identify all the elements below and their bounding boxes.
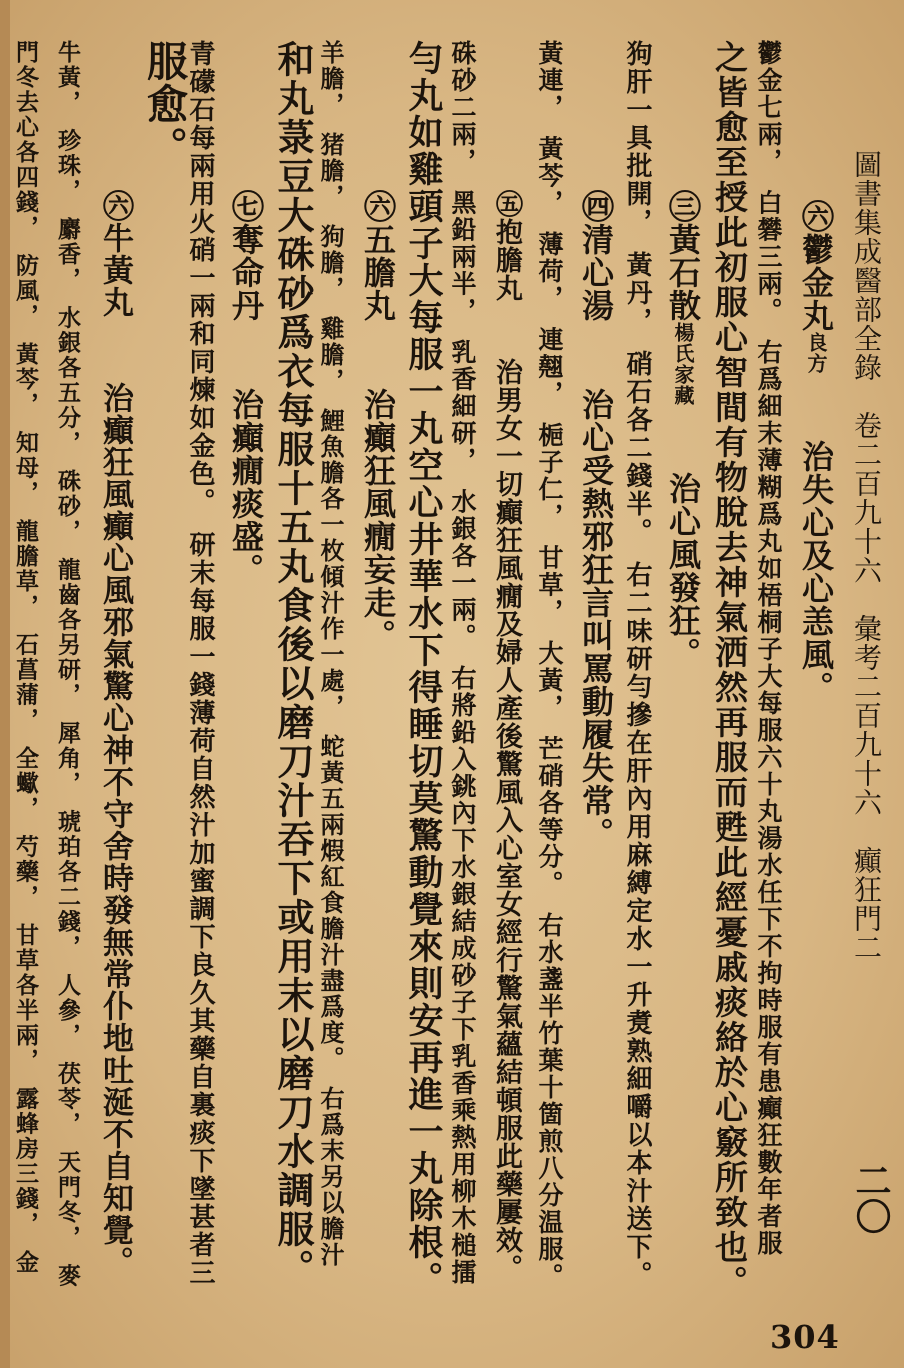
page-number-small: 二〇: [850, 1162, 892, 1234]
header-volume: 卷二百九十六: [850, 411, 883, 585]
header-title: 圖書集成醫部全錄: [850, 150, 883, 382]
text-column-10: 服愈。: [140, 40, 188, 169]
running-header: [850, 150, 883, 962]
text-column-3: 狗肝一具批開， 黃丹， 硝石各二錢半。 右二味研勻摻在肝內用麻縛定水一升煑熟細嚼以本汁送下。: [622, 40, 652, 1289]
text-column-6: 勻丸如雞頭子大每服一丸空心井華水下得睡切莫驚動覺來則安再進一丸除根。: [403, 40, 444, 1298]
header-section: 癲狂門二: [850, 846, 883, 962]
page-edge: [0, 0, 10, 1368]
page-number: 304: [770, 1318, 840, 1356]
subheading-duoming: ㊆奪命丹 治癲癇痰盛。: [227, 190, 265, 586]
text-column-8: 和丸菉豆大硃砂爲衣每服十五丸食後以磨刀汁吞下或用末以磨刀水調服。: [271, 40, 315, 1288]
subheading-niuhuang: ㊅牛黃丸 治癲狂風癲心風邪氣驚心神不守舍時發無常仆地吐涎不自知覺。: [97, 190, 133, 1278]
text-column-2: 之皆愈至授此初服心智間有物脫去神氣洒然再服而甦此經憂戚痰絡於心竅所致也。: [710, 40, 749, 1300]
subheading-yujin: ㊅鬱金丸良方 治失心及心恙風。: [797, 200, 835, 704]
text-column-5: 硃砂二兩， 黑鉛兩半， 乳香細研， 水銀各一兩。 右將鉛入銚內下水銀結成砂子下乳香乘熱用柳木槌擂: [448, 40, 477, 1286]
text-column-11: 牛黃， 珍珠， 麝香， 水銀各五分， 硃砂， 龍齒各另研， 犀角， 琥珀各二錢， 人參， 茯苓， 天門冬， 麥: [54, 40, 81, 1289]
subheading-wudan: ㊅五膽丸 治癲狂風癇妄走。: [359, 190, 397, 652]
header-compilation: 彙考二百九十六: [850, 614, 883, 817]
text-column-9: 青礞石每兩用火硝一兩和同煉如金色。 研末每服一錢薄荷自然汁加蜜調下良久其藥自裏痰下墜甚者三: [185, 40, 215, 1287]
subheading-huangshi: ㊂黃石散楊氏家藏 治心風發狂。: [664, 190, 702, 670]
text-column-4: 黃連， 黃芩， 薄荷， 連翹， 梔子仁， 甘草， 大黃， 芒硝各等分。 右水盞半竹葉十箇煎八分温服。: [535, 40, 564, 1290]
text-column-7: 羊膽， 猪膽， 狗膽， 雞膽， 鯉魚膽各一枚傾汁作一處， 蛇黃五兩煆紅食膽汁盡爲度。 右爲末另以膽汁: [316, 40, 345, 1268]
subheading-qingxin: ㊃清心湯 治心受熱邪狂言叫罵動履失常。: [577, 190, 615, 850]
text-column-12: 門冬去心各四錢， 防風， 黃芩， 知母， 龍膽草， 石菖蒲， 全蠍， 芍藥， 甘草各半兩， 露蜂房三錢， 金: [12, 40, 39, 1275]
subheading-baodan: ㊄抱膽丸 治男女一切癲狂風癇及婦人產後驚風入心室女經行驚氣蘊結頓服此藥屢效。: [491, 190, 522, 1282]
text-column-1: 鬱金七兩， 白礬三兩。 右爲細末薄糊爲丸如梧桐子大每服六十丸湯水任下不拘時服有患癲狂數年者服: [754, 40, 783, 1257]
